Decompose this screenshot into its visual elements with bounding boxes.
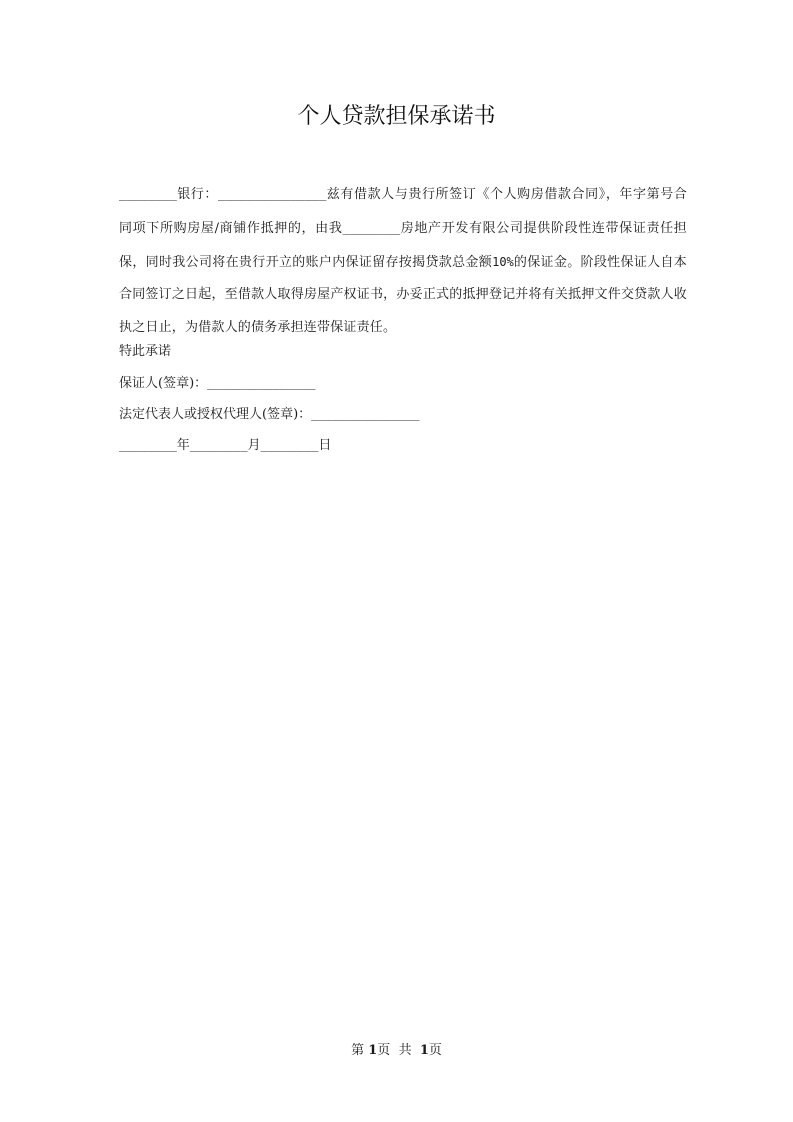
guarantor-signature-line <box>119 373 316 394</box>
deposit-percent: 10% <box>492 254 514 269</box>
contract-blank: _______________ <box>218 187 327 201</box>
representative-label: 法定代表人或授权代理人(签章)： <box>119 407 312 422</box>
representative-blank: _______________ <box>311 407 420 421</box>
year-blank: ________ <box>119 438 177 452</box>
footer-page-unit-2: 页 <box>428 1043 442 1058</box>
bank-name-blank: ________ <box>119 187 177 201</box>
document-title: 个人贷款担保承诺书 <box>297 104 496 129</box>
bank-label: 银行： <box>176 187 218 202</box>
guarantor-label: 保证人(签章)： <box>119 376 208 391</box>
total-pages-number: 1 <box>419 1043 429 1058</box>
footer-middle: 共 <box>398 1043 412 1058</box>
month-blank: ________ <box>189 438 248 452</box>
page-footer <box>0 1041 793 1061</box>
commitment-paragraph <box>119 178 687 345</box>
guarantor-blank: _______________ <box>207 376 316 390</box>
month-label: 月 <box>247 438 261 453</box>
paragraph-text-1: 兹有借款人与贵行所签订《个人购房借款合同》，年字第号合同项下所购房屋/商铺作抵押的，由我 <box>119 187 687 236</box>
representative-signature-line <box>119 404 420 425</box>
day-label: 日 <box>318 438 332 453</box>
closing-line: 特此承诺 <box>119 344 172 359</box>
footer-prefix: 第 <box>351 1043 365 1058</box>
current-page-number: 1 <box>368 1043 378 1058</box>
year-label: 年 <box>176 438 190 453</box>
day-blank: ________ <box>260 438 319 452</box>
footer-page-unit-1: 页 <box>377 1043 391 1058</box>
company-name-blank: ________ <box>342 220 401 235</box>
date-line <box>119 435 331 456</box>
paragraph-text-2: 房地产开发有限公司提供阶段性连带保证责任担保，同时我公司将在贵行开立的账户内保证留存按揭贷款总金额 <box>119 220 687 270</box>
paragraph-text-3: 的保证金。阶段性保证人自本合同签订之日起，至借款人取得房屋产权证书，办妥正式的抵押登记并将有关抵押文件交贷款人收执之日止，为借款人的债务承担连带保证责任。 <box>119 254 687 336</box>
